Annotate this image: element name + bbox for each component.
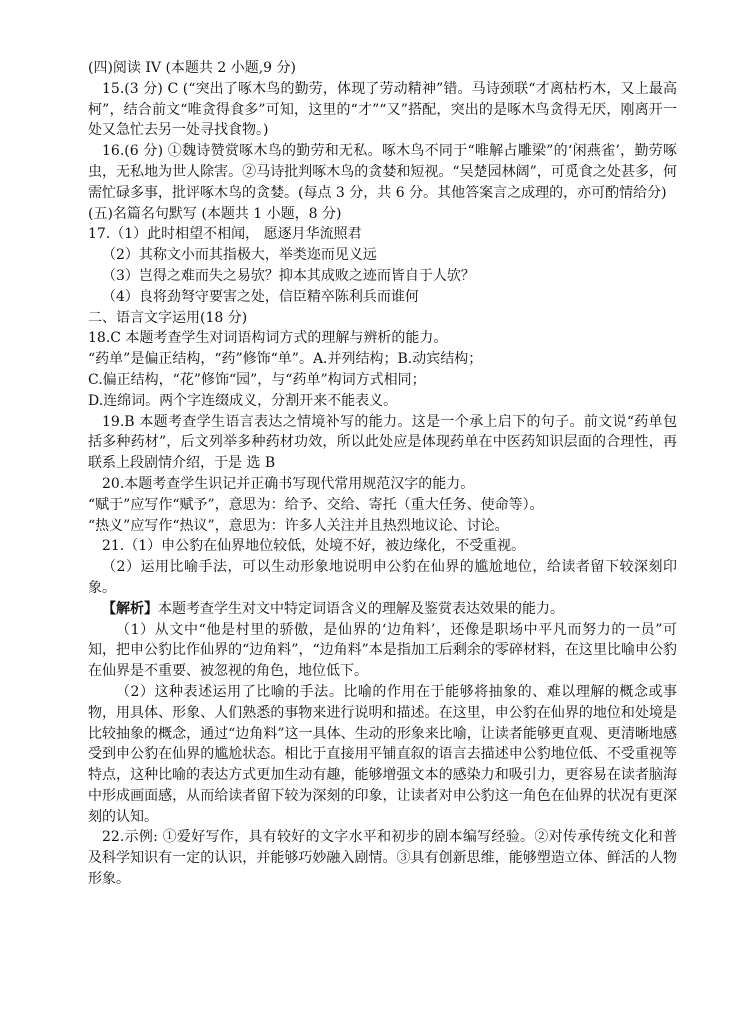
answer-18-detail-3: D.连绵词。两个字连缀成义，分割开来不能表义。 bbox=[88, 392, 398, 409]
answer-20-detail-1: “赋于”应写作“赋予”，意思为：给予、交给、寄托（重大任务、使命等）。 bbox=[88, 496, 544, 513]
answer-15: 15.(3 分) C (“突出了啄木鸟的勤劳，体现了劳动精神”错。马诗颈联“才离枯朽木，又上最高柯”，结合前文“唯贪得食多”可知，这里的“才”“又”搭配，突出的是啄木鸟贪得无厌，刚离开一处又急忙去另一处寻找食物。) bbox=[88, 80, 677, 139]
answer-16: 16.(6 分) ①魏诗赞赏啄木鸟的勤劳和无私。啄木鸟不同于“唯解占雕梁”的‘闲燕雀’，勤劳啄虫，无私地为世人除害。②马诗批判啄木鸟的贪婪和短视。“吴楚园林阔”，可觅食之处甚多，何需忙碌多事，批评啄木鸟的贪婪。(每点 3 分，共 6 分。其他答案言之成理的，亦可酌情给分) bbox=[88, 143, 677, 201]
analysis-21: 【解析】本题考查学生对文中特定词语含义的理解及鉴赏表达效果的能力。 bbox=[102, 600, 564, 617]
answer-21-2: （2）运用比喻手法，可以生动形象地说明申公豹在仙界的尴尬地位，给读者留下较深刻印象。 bbox=[88, 559, 677, 596]
answer-18: 18.C 本题考查学生对词语构词方式的理解与辨析的能力。 bbox=[88, 330, 448, 347]
section-heading-dictation: (五)名篇名句默写 (本题共 1 小题，8 分) bbox=[88, 205, 342, 222]
answer-18-detail-1: “药单”是偏正结构，“药”修饰“单”。A.并列结构；B.动宾结构； bbox=[88, 351, 483, 368]
answer-20: 20.本题考查学生识记并正确书写现代常用规范汉字的能力。 bbox=[102, 475, 475, 492]
analysis-21-part-1: （1）从文中“他是村里的骄傲，是仙界的‘边角料’，还像是职场中平凡而努力的一员”可知，把申公豹比作仙界的“边角料”，“边角料”本是指加工后剩余的零碎材料，在这里比喻申公豹在仙界是不重要、被忽视的角色，地位低下。 bbox=[88, 621, 677, 680]
analysis-21-part-2: （2）这种表述运用了比喻的手法。比喻的作用在于能够将抽象的、难以理解的概念或事物，用具体、形象、人们熟悉的事物来进行说明和描述。在这里，申公豹在仙界的地位和处境是比较抽象的概念，通过“边角料”这一具体、生动的形象来比喻，让读者能够更直观、更清晰地感受到申公豹在仙界的尴尬状态。相比于直接用平铺直叙的语言去描述申公豹地位低、不受重视等特点，这种比喻的表达方式更加生动有趣，能够增强文本的感染力和吸引力，更容易在读者脑海中形成画面感，从而给读者留下较为深刻的印象，让读者对申公豹这一角色在仙界的状况有更深刻的认知。 bbox=[88, 683, 677, 825]
answer-17-2: （2）其称文小而其指极大，举类迩而见义远 bbox=[102, 247, 377, 264]
section-heading-language-use: 二、语言文字运用(18 分) bbox=[88, 309, 248, 326]
answer-22: 22.示例: ①爱好写作，具有较好的文字水平和初步的剧本编写经验。②对传承传统文化和普及科学知识有一定的认识，并能够巧妙融入剧情。③具有创新思维，能够塑造立体、鲜活的人物形象。 bbox=[88, 829, 677, 888]
answer-21-1: 21.（1）申公豹在仙界地位较低，处境不好，被边缘化，不受重视。 bbox=[102, 538, 526, 555]
section-heading-reading-iv: (四)阅读 IV (本题共 2 小题,9 分) bbox=[88, 60, 297, 76]
answer-17-4: （4）良将劲弩守要害之处，信臣精卒陈利兵而谁何 bbox=[102, 288, 419, 305]
answer-17-1: 17.（1）此时相望不相闻， 愿逐月华流照君 bbox=[88, 226, 362, 243]
answer-18-detail-2: C.偏正结构，“花”修饰“园”，与“药单”构词方式相同； bbox=[88, 371, 426, 388]
answer-17-3: （3）岂得之难而失之易欤？抑本其成败之迹而皆自于人欤？ bbox=[102, 267, 475, 284]
answer-19: 19.B 本题考查学生语言表达之情境补写的能力。这是一个承上启下的句子。前文说“药单包括多种药材”，后文列举多种药材功效，所以此处应是体现药单在中医药知识层面的合理性，再联系上段剧情介绍，于是 选 B bbox=[88, 413, 677, 472]
analysis-label: 【解析】 bbox=[102, 600, 158, 617]
answer-20-detail-2: “热义”应写作“热议”，意思为：许多人关注并且热烈地议论、讨论。 bbox=[88, 517, 509, 534]
